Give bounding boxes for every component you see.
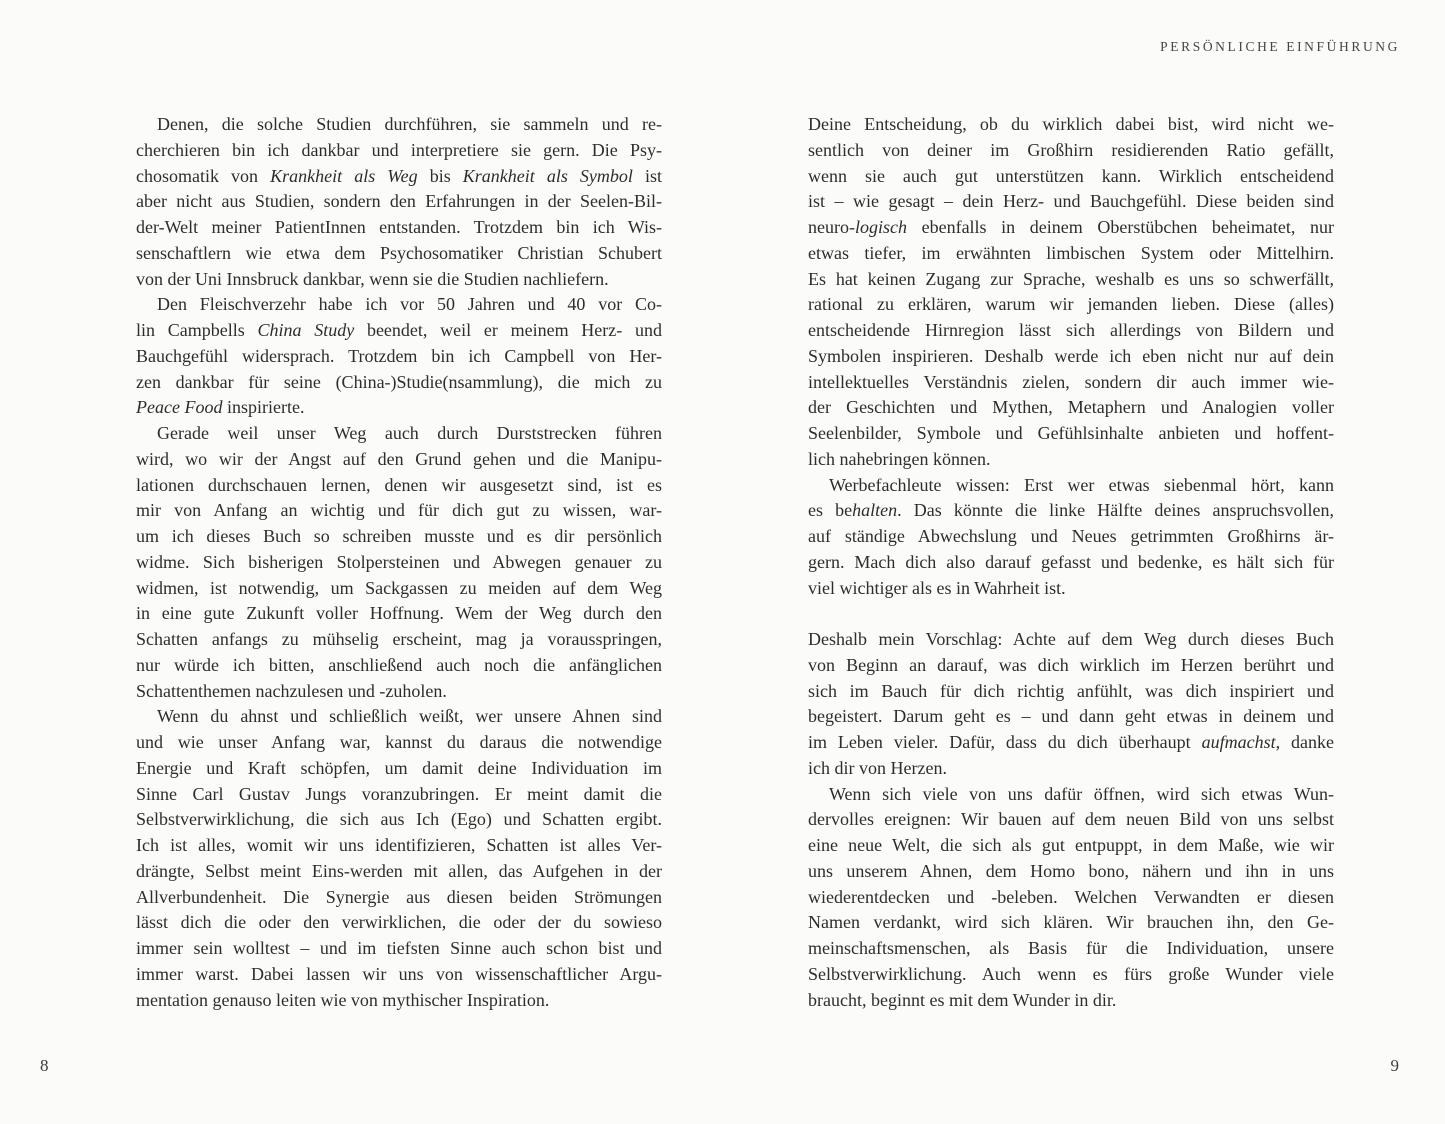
body-text: lässt dich die oder den verwirklichen, die oder der du sowieso <box>136 912 662 933</box>
text-line <box>136 833 662 859</box>
body-text: neuro- <box>808 217 855 237</box>
text-line <box>136 498 662 524</box>
body-text: chosomatik von <box>136 165 271 186</box>
text-line <box>136 782 662 808</box>
text-line <box>808 936 1334 962</box>
text-line <box>808 189 1334 215</box>
body-text: Seelenbilder, Symbole und Gefühlsinhalte anbieten und hoffent- <box>808 423 1334 443</box>
text-line <box>136 524 662 550</box>
text-line <box>808 910 1334 936</box>
text-line <box>808 653 1334 679</box>
text-line <box>808 395 1334 421</box>
text-line <box>808 318 1334 344</box>
text-line <box>136 370 662 396</box>
body-text: wird, wo wir der Angst auf den Grund gehen und die Manipu- <box>136 448 662 469</box>
running-header-title: PERSÖNLICHE EINFÜHRUNG <box>1160 39 1400 54</box>
italic-text: Peace Food <box>136 397 223 418</box>
body-text: nur würde ich bitten, anschließend auch noch die anfänglichen <box>136 654 662 675</box>
body-text: wiederentdecken und -beleben. Welchen Verwandten er diesen <box>808 886 1334 907</box>
body-text: ebenfalls in deinem Oberstübchen beheimatet, nur <box>906 217 1334 237</box>
text-line <box>808 344 1334 370</box>
text-line <box>136 988 662 1014</box>
body-text: dervolles ereignen: Wir bauen auf dem neuen Bild von uns selbst <box>808 809 1334 830</box>
italic-text: logisch <box>854 217 907 237</box>
body-text: es be <box>808 500 853 521</box>
text-line <box>808 988 1334 1014</box>
body-text: Denen, die solche Studien durchführen, sie sammeln und re- <box>157 114 662 134</box>
body-text: Schattenthemen nachzulesen und -zuholen. <box>136 680 447 701</box>
body-text: der Geschichten und Mythen, Metaphern und Analogien voller <box>808 397 1334 418</box>
text-line <box>808 833 1334 859</box>
text-line <box>136 936 662 962</box>
text-line <box>808 679 1334 705</box>
body-text: widme. Sich bisherigen Stolpersteinen und Abwegen genauer zu <box>136 551 662 572</box>
body-text: entscheidende Hirnregion lässt sich allerdings von Bildern und <box>808 320 1334 340</box>
text-line <box>808 782 1334 808</box>
body-text: Energie und Kraft schöpfen, um damit deine Individuation im <box>136 757 662 778</box>
body-text: . Das könnte die linke Hälfte deines anspruchsvollen, <box>897 500 1334 521</box>
text-line <box>136 138 662 164</box>
text-line <box>136 962 662 988</box>
body-text: auf ständige Abwechslung und Neues getrimmten Großhirns är- <box>808 526 1334 546</box>
body-text: Deine Entscheidung, ob du wirklich dabei bist, wird nicht we- <box>808 114 1334 134</box>
text-line <box>808 267 1334 293</box>
text-line <box>136 421 662 447</box>
body-text: cherchieren bin ich dankbar und interpretiere sie gern. Die Psy- <box>136 139 662 160</box>
body-text: Selbstverwirklichung. Auch wenn es fürs große Wunder viele <box>808 963 1334 984</box>
text-line <box>136 292 662 318</box>
body-text: Deshalb mein Vorschlag: Achte auf dem Weg durch dieses Buch <box>808 629 1334 649</box>
text-line <box>136 910 662 936</box>
body-text: widmen, ist notwendig, um Sackgassen zu meiden auf dem Weg <box>136 577 662 598</box>
body-text: Selbstverwirklichung, die sich aus Ich (Ego) und Schatten ergibt. <box>136 809 662 830</box>
body-text: Wenn du ahnst und schließlich weißt, wer unsere Ahnen sind <box>157 706 662 727</box>
text-line <box>136 704 662 730</box>
body-text: begeistert. Darum geht es – und dann geht etwas in deinem und <box>808 706 1334 727</box>
italic-text: Krankheit als Symbol <box>462 165 633 186</box>
body-text: etwas tiefer, im erwähnten limbischen System oder Mittelhirn. <box>808 242 1334 263</box>
text-line <box>136 576 662 602</box>
body-text: von der Uni Innsbruck dankbar, wenn sie die Studien nachliefern. <box>136 268 609 289</box>
text-line <box>808 370 1334 396</box>
body-text: bis <box>417 165 463 186</box>
body-text: lin Campbells <box>136 320 258 340</box>
text-line <box>136 679 662 705</box>
body-text: in eine gute Zukunft voller Hoffnung. Wem der Weg durch den <box>136 603 662 624</box>
body-text: Gerade weil unser Weg auch durch Durststrecken führen <box>157 423 662 443</box>
body-text: ist – wie gesagt – dein Herz- und Bauchgefühl. Diese beiden sind <box>808 191 1334 212</box>
body-text: Ich ist alles, womit wir uns identifizieren, Schatten ist alles Ver- <box>136 835 662 855</box>
body-text: sich im Bauch für dich richtig anfühlt, was dich inspiriert und <box>808 680 1334 701</box>
italic-text: halten <box>852 500 898 521</box>
body-text: , danke <box>1275 732 1334 752</box>
body-text: lationen durchschauen lernen, denen wir ausgesetzt sind, ist es <box>136 474 662 495</box>
text-line <box>808 807 1334 833</box>
page-number-left: 8 <box>40 1056 49 1075</box>
body-text: lich nahebringen können. <box>808 448 991 469</box>
paragraph-gap <box>808 601 1334 627</box>
body-text: Wenn sich viele von uns dafür öffnen, wird sich etwas Wun- <box>829 783 1334 804</box>
text-line <box>136 215 662 241</box>
body-text: inspirierte. <box>222 397 305 418</box>
body-text: drängte, Selbst meint Eins-werden mit allen, das Aufgehen in der <box>136 860 662 881</box>
body-text: Werbefachleute wissen: Erst wer etwas siebenmal hört, kann <box>829 474 1334 495</box>
text-line <box>808 473 1334 499</box>
italic-text: China Study <box>257 320 355 340</box>
text-line <box>808 112 1334 138</box>
text-line <box>136 164 662 190</box>
body-text: meinschaftsmenschen, als Basis für die Individuation, unsere <box>808 938 1334 958</box>
text-line <box>136 267 662 293</box>
text-line <box>136 550 662 576</box>
text-line <box>136 756 662 782</box>
left-page-text <box>136 112 662 1013</box>
body-text: Allverbundenheit. Die Synergie aus diesen beiden Strömungen <box>136 886 662 907</box>
text-line <box>808 215 1334 241</box>
body-text: eine neue Welt, die sich als gut entpuppt, in dem Maße, wie wir <box>808 835 1334 855</box>
text-line <box>808 756 1334 782</box>
text-line <box>808 962 1334 988</box>
text-line <box>808 704 1334 730</box>
text-line <box>808 447 1334 473</box>
body-text: Schatten anfangs zu mühselig erscheint, mag ja vorausspringen, <box>136 629 662 649</box>
text-line <box>808 859 1334 885</box>
text-line <box>136 473 662 499</box>
text-line <box>808 138 1334 164</box>
text-line <box>136 601 662 627</box>
body-text: beendet, weil er meinem Herz- und <box>354 320 662 340</box>
text-line <box>136 318 662 344</box>
text-line <box>808 576 1334 602</box>
body-text: senschaftlern wie etwa dem Psychosomatiker Christian Schubert <box>136 242 662 263</box>
body-text: sentlich von deiner im Großhirn residierenden Ratio gefällt, <box>808 139 1334 160</box>
body-text: mentation genauso leiten wie von mythischer Inspiration. <box>136 989 550 1010</box>
text-line <box>136 189 662 215</box>
body-text: uns unserem Ahnen, dem Homo bono, nähern und ihn in uns <box>808 860 1334 881</box>
body-text: Symbolen inspirieren. Deshalb werde ich eben nicht nur auf dein <box>808 345 1334 366</box>
text-line <box>136 241 662 267</box>
italic-text: aufmachst <box>1201 732 1276 752</box>
text-line <box>136 730 662 756</box>
right-page-text <box>808 112 1334 1013</box>
body-text: ich dir von Herzen. <box>808 757 947 778</box>
body-text: ist <box>632 165 662 186</box>
text-line <box>136 344 662 370</box>
page-number-right: 9 <box>1390 1056 1399 1075</box>
text-line <box>136 112 662 138</box>
text-line <box>808 164 1334 190</box>
text-line <box>136 447 662 473</box>
body-text: Den Fleischverzehr habe ich vor 50 Jahren und 40 vor Co- <box>157 294 662 315</box>
body-text: aber nicht aus Studien, sondern den Erfahrungen in der Seelen-Bil- <box>136 191 662 212</box>
body-text: braucht, beginnt es mit dem Wunder in dir. <box>808 989 1117 1010</box>
body-text: um ich dieses Buch so schreiben musste und es dir persönlich <box>136 526 662 546</box>
text-line <box>136 627 662 653</box>
body-text: zen dankbar für seine (China-)Studie(nsammlung), die mich zu <box>136 371 662 392</box>
text-line <box>136 807 662 833</box>
body-text: und wie unser Anfang war, kannst du daraus die notwendige <box>136 732 662 752</box>
body-text: von Beginn an darauf, was dich wirklich im Herzen berührt und <box>808 654 1334 675</box>
body-text: immer sein wolltest – und im tiefsten Sinne auch schon bist und <box>136 938 662 958</box>
body-text: Bauchgefühl widersprach. Trotzdem bin ich Campbell von Her- <box>136 345 662 366</box>
body-text: der-Welt meiner PatientInnen entstanden. Trotzdem bin ich Wis- <box>136 217 662 237</box>
body-text: Namen verdankt, wird sich klären. Wir brauchen ihn, den Ge- <box>808 912 1334 933</box>
text-line <box>808 524 1334 550</box>
body-text: im Leben vieler. Dafür, dass du dich überhaupt <box>808 732 1202 752</box>
body-text: wenn sie auch gut unterstützen kann. Wirklich entscheidend <box>808 165 1334 186</box>
body-text: immer warst. Dabei lassen wir uns von wissenschaftlicher Argu- <box>136 963 662 984</box>
text-line <box>808 241 1334 267</box>
text-line <box>808 550 1334 576</box>
text-line <box>136 653 662 679</box>
body-text: Es hat keinen Zugang zur Sprache, weshalb es uns so schwerfällt, <box>808 268 1334 289</box>
text-line <box>808 627 1334 653</box>
text-line <box>808 421 1334 447</box>
text-line <box>808 885 1334 911</box>
italic-text: Krankheit als Weg <box>270 165 418 186</box>
body-text: mir von Anfang an wichtig und für dich gut zu wissen, war- <box>136 500 662 521</box>
text-line <box>136 885 662 911</box>
body-text: Sinne Carl Gustav Jungs voranzubringen. Er meint damit die <box>136 783 662 804</box>
body-text: rational zu erklären, warum wir jemanden lieben. Diese (alles) <box>808 294 1334 315</box>
body-text: viel wichtiger als es in Wahrheit ist. <box>808 577 1066 598</box>
text-line <box>808 498 1334 524</box>
text-line <box>808 730 1334 756</box>
text-line <box>136 395 662 421</box>
body-text: intellektuelles Verständnis zielen, sondern dir auch immer wie- <box>808 371 1334 392</box>
text-line <box>136 859 662 885</box>
text-line <box>808 292 1334 318</box>
body-text: gern. Mach dich also darauf gefasst und bedenke, es hält sich für <box>808 551 1334 572</box>
